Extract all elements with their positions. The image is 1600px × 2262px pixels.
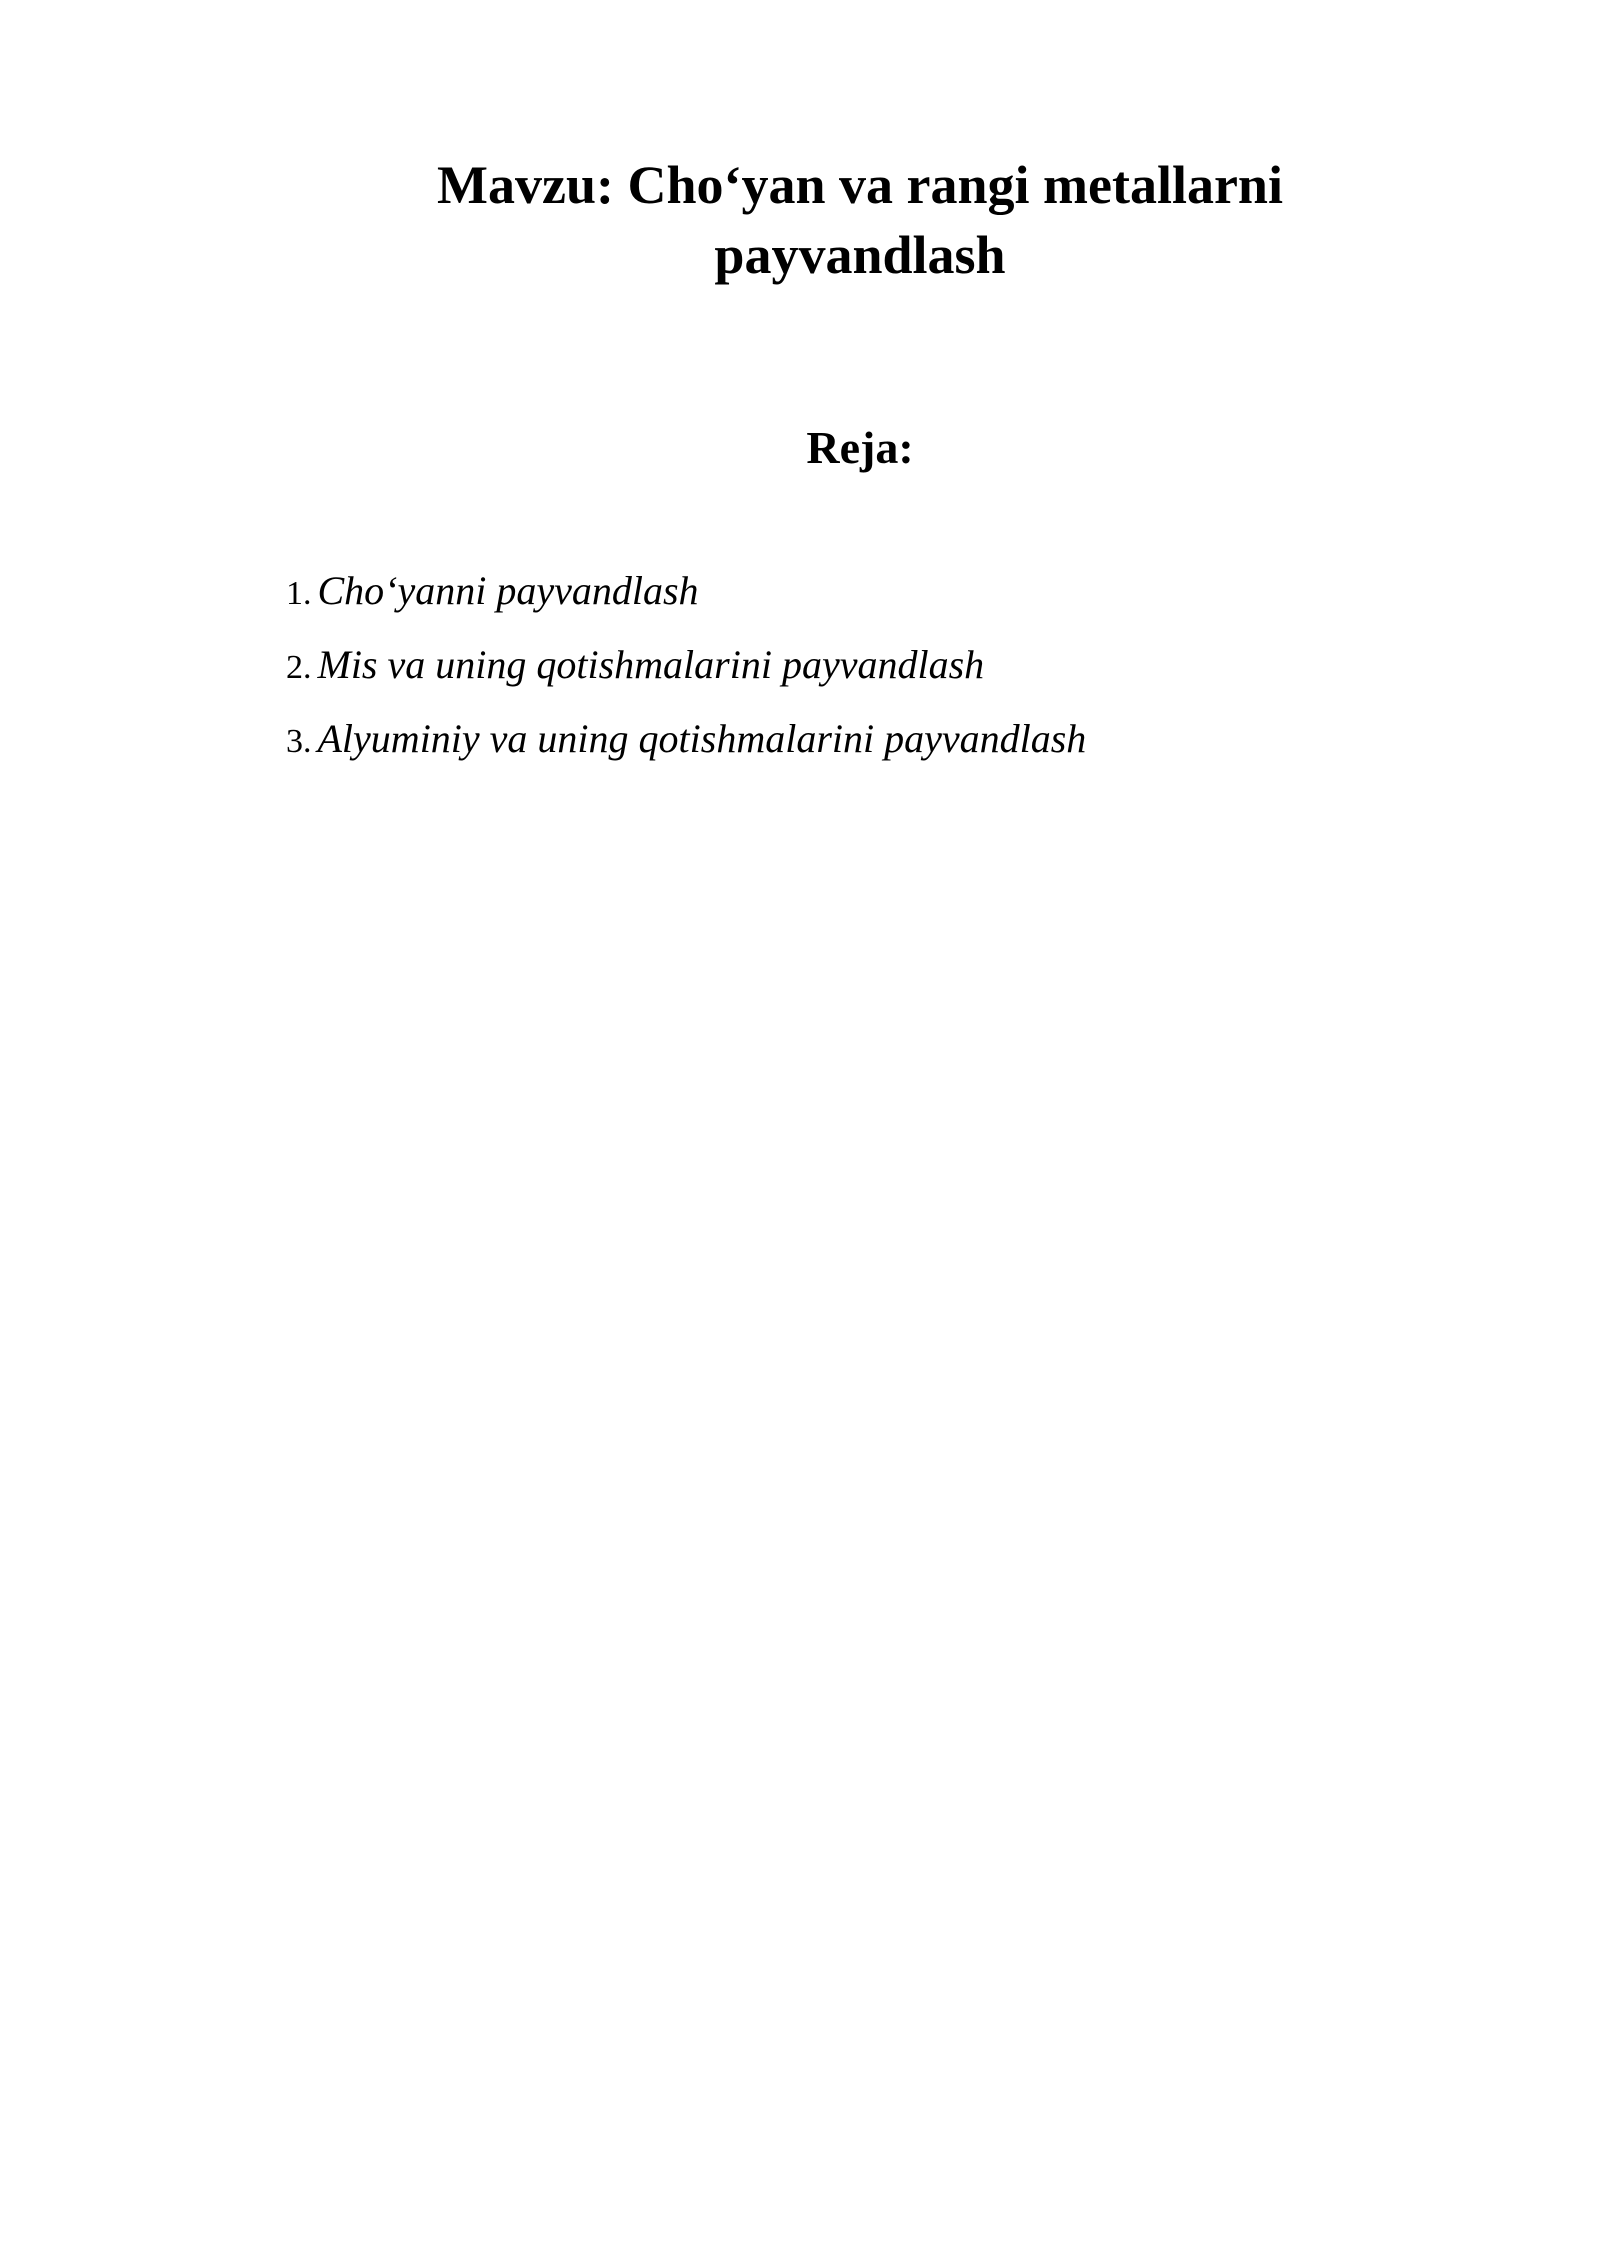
plan-heading: Reja: <box>806 422 914 473</box>
plan-item-text: Mis va uning qotishmalarini payvandlash <box>317 642 985 687</box>
plan-item <box>286 640 1086 714</box>
document-title: Mavzu: Cho‘yan va rangi metallarni payvandlash <box>437 155 1283 285</box>
plan-item <box>286 566 1086 640</box>
plan-item-number: 2. <box>286 649 312 686</box>
plan-list <box>286 566 1086 788</box>
plan-item-text: Alyuminiy va uning qotishmalarini payvandlash <box>317 716 1087 761</box>
plan-item-text: Cho‘yanni payvandlash <box>317 568 699 613</box>
plan-item-number: 3. <box>286 723 312 760</box>
plan-item-number: 1. <box>286 575 312 612</box>
plan-item <box>286 714 1086 788</box>
